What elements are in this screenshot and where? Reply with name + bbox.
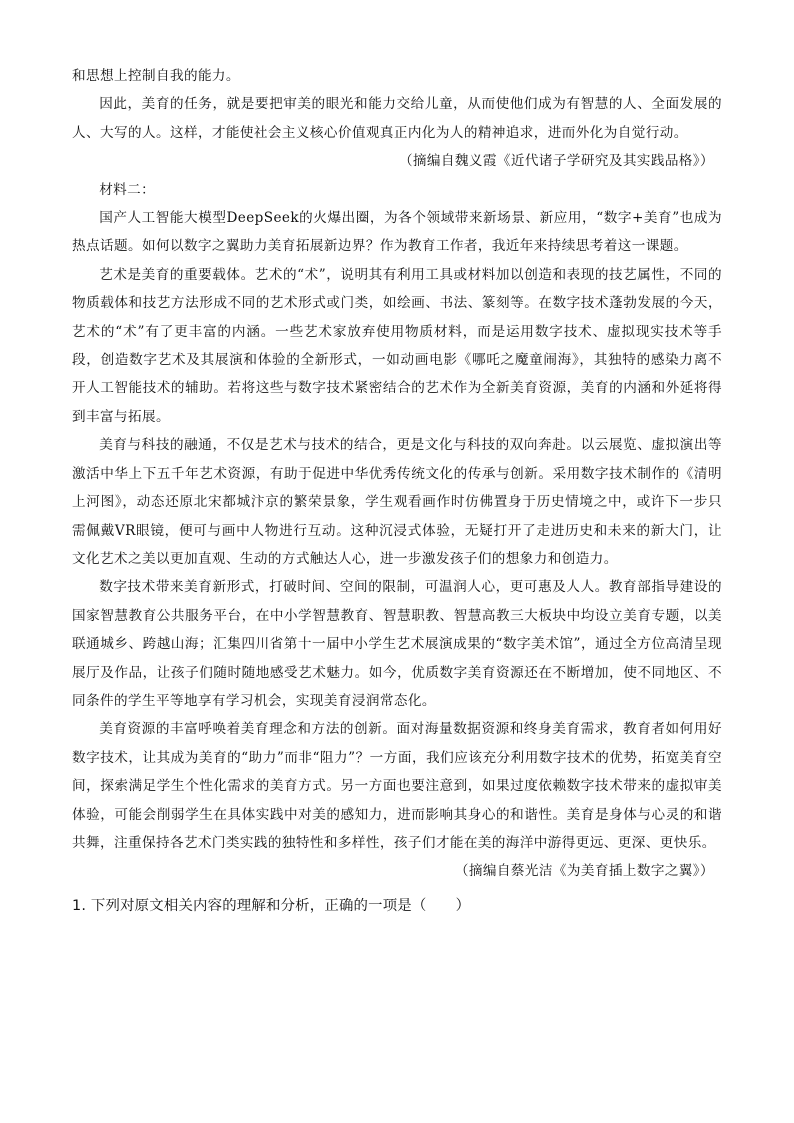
material-two-label: 材料二： — [99, 181, 156, 198]
paragraph: 国产人工智能大模型DeepSeek的火爆出圈，为各个领域带来新场景、新应用，“数字+美育”也成为热点话题。如何以数字之翼助力美育拓展新边界？作为教育工作者，我近年来持续思考着这一课题。 — [72, 210, 722, 255]
source-citation: （摘编自蔡光洁《为美育插上数字之翼》） — [454, 863, 714, 880]
paragraph: 因此，美育的任务，就是要把审美的眼光和能力交给儿童，从而使他们成为有智慧的人、全面发展的人、大写的人。这样，才能使社会主义核心价值观真正内化为人的精神追求，进而外化为自觉行动。 — [72, 96, 722, 141]
paragraph: 数字技术带来美育新形式，打破时间、空间的限制，可温润人心，更可惠及人人。教育部指导建设的国家智慧教育公共服务平台，在中小学智慧教育、智慧职教、智慧高教三大板块中均设立美育专题，以美联通城乡、跨越山海；汇集四川省第十一届中小学生艺术展演成果的“数字美术馆”，通过全方位高清呈现展厅及作品，让孩子们随时随地感受艺术魅力。如今，优质数字美育资源还在不断增加，使不同地区、不同条件的学生平等地享有学习机会，实现美育浸润常态化。 — [72, 579, 722, 709]
question-stem: 1. 下列对原文相关内容的理解和分析，正确的一项是（ ） — [72, 897, 471, 914]
paragraph: 美育资源的丰富呼唤着美育理念和方法的创新。面对海量数据资源和终身美育需求，教育者如何用好数字技术，让其成为美育的“助力”而非“阻力”？一方面，我们应该充分利用数字技术的优势，拓宽美育空间，探索满足学生个性化需求的美育方式。另一方面也要注意到，如果过度依赖数字技术带来的虚拟审美体验，可能会削弱学生在具体实践中对美的感知力，进而影响其身心的和谐性。美育是身体与心灵的和谐共舞，注重保持各艺术门类实践的独特性和多样性，孩子们才能在美的海洋中游得更远、更深、更快乐。 — [72, 721, 722, 851]
source-citation: （摘编自魏义霞《近代诸子学研究及其实践品格》） — [398, 153, 714, 170]
paragraph: 艺术是美育的重要载体。艺术的“术”，说明其有利用工具或材料加以创造和表现的技艺属性，不同的物质载体和技艺方法形成不同的艺术形式或门类，如绘画、书法、篆刻等。在数字技术蓬勃发展的今天，艺术的“术”有了更丰富的内涵。一些艺术家放弃使用物质材料，而是运用数字技术、虚拟现实技术等手段，创造数字艺术及其展演和体验的全新形式，一如动画电影《哪吒之魔童闹海》，其独特的感染力离不开人工智能技术的辅助。若将这些与数字技术紧密结合的艺术作为全新美育资源，美育的内涵和外延将得到丰富与拓展。 — [72, 266, 722, 425]
paragraph-tail: 和思想上控制自我的能力。 — [72, 68, 240, 84]
paragraph: 美育与科技的融通，不仅是艺术与技术的结合，更是文化与科技的双向奔赴。以云展览、虚拟演出等激活中华上下五千年艺术资源，有助于促进中华优秀传统文化的传承与创新。采用数字技术制作的《清明上河图》，动态还原北宋都城汴京的繁荣景象，学生观看画作时仿佛置身于历史情境之中，或许下一步只需佩戴VR眼镜，便可与画中人物进行互动。这种沉浸式体验，无疑打开了走进历史和未来的新大门，让文化艺术之美以更加直观、生动的方式触达人心，进一步激发孩子们的想象力和创造力。 — [72, 437, 722, 567]
